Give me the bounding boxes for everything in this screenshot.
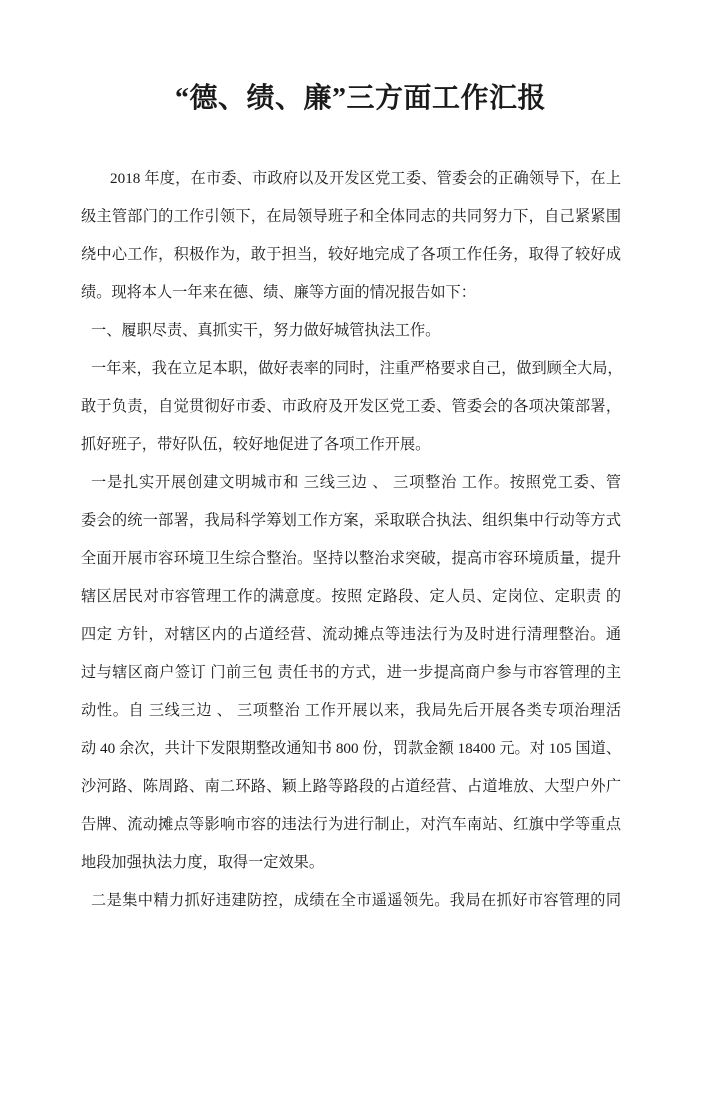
document-line: 级主管部门的工作引领下，在局领导班子和全体同志的共同努力下，自己紧紧围	[81, 208, 621, 225]
document-page	[0, 76, 721, 1096]
document-line: 地段加强执法力度，取得一定效果。	[81, 854, 324, 871]
document-line: 2018 年度，在市委、市政府以及开发区党工委、管委会的正确领导下，在上	[110, 170, 621, 187]
document-title: “德、绩、廉”三方面工作汇报	[174, 83, 546, 114]
document-line: 全面开展市容环境卫生综合整治。坚持以整治求突破，提高市容环境质量，提升	[81, 550, 621, 567]
section-heading: 一、履职尽责、真抓实干，努力做好城管执法工作。	[91, 322, 441, 339]
document-line: 绕中心工作，积极作为，敢于担当，较好地完成了各项工作任务，取得了较好成	[81, 246, 621, 263]
document-line: 过与辖区商户签订 门前三包 责任书的方式，进一步提高商户参与市容管理的主	[81, 664, 621, 681]
document-line: 一是扎实开展创建文明城市和 三线三边 、 三项整治 工作。按照党工委、管	[91, 474, 621, 491]
document-line: 抓好班子，带好队伍，较好地促进了各项工作开展。	[81, 436, 431, 453]
document-line: 二是集中精力抓好违建防控，成绩在全市遥遥领先。我局在抓好市容管理的同	[91, 892, 621, 909]
document-line: 绩。现将本人一年来在德、绩、廉等方面的情况报告如下：	[81, 284, 476, 301]
document-line: 沙河路、陈周路、南二环路、颖上路等路段的占道经营、占道堆放、大型户外广	[81, 778, 621, 795]
document-line: 动性。自 三线三边 、 三项整治 工作开展以来，我局先后开展各类专项治理活	[81, 702, 621, 719]
document-line: 四定 方针，对辖区内的占道经营、流动摊点等违法行为及时进行清理整治。通	[81, 626, 621, 643]
document-line: 动 40 余次，共计下发限期整改通知书 800 份，罚款金额 18400 元。对 105 国道、	[81, 740, 621, 757]
document-line: 敢于负责，自觉贯彻好市委、市政府及开发区党工委、管委会的各项决策部署，	[81, 398, 621, 415]
document-body	[81, 160, 621, 920]
document-line: 辖区居民对市容管理工作的满意度。按照 定路段、定人员、定岗位、定职责 的	[81, 588, 621, 605]
document-line: 告牌、流动摊点等影响市容的违法行为进行制止，对汽车南站、红旗中学等重点	[81, 816, 621, 833]
document-line: 一年来，我在立足本职，做好表率的同时，注重严格要求自己，做到顾全大局，	[91, 360, 623, 377]
document-line: 委会的统一部署，我局科学筹划工作方案，采取联合执法、组织集中行动等方式	[81, 512, 621, 529]
